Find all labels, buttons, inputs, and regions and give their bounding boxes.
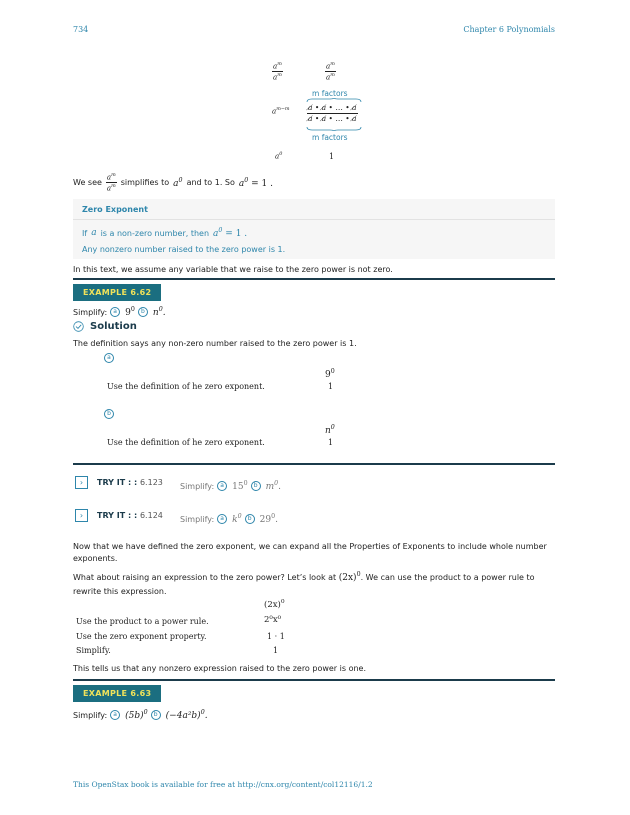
example-6-62-header [73, 278, 555, 299]
conclusion-text: This tells us that any nonzero expression raised to the zero power is one. [73, 664, 367, 673]
solution-part-b-marker: b [104, 409, 114, 419]
example-6-63-prompt: Simplify: a $(5b)^0$ b $(-4a^2b)^0$. [73, 709, 208, 721]
part-b-marker: b [138, 307, 148, 317]
part-a-marker: a [110, 307, 120, 317]
try-1-part-a-marker: a [217, 481, 227, 491]
part-b-expr: $n^0$ [325, 424, 335, 436]
step-row-2-label: Use the zero exponent property. [76, 632, 207, 641]
derivation-row2-fraction: $\frac{a̸ • a̸ • \dots • a̸}{a̸ • a̸ • \dots • a̸}$ [308, 103, 357, 123]
solution-part-a-marker: a [104, 353, 114, 363]
derivation-row3-right: 1 [329, 152, 335, 161]
example-6-62-prompt: Simplify: a $9^0$ b $n^0$. [73, 306, 166, 318]
example-6-63-tag: EXAMPLE 6.63 [73, 685, 161, 702]
derivation-row1-left: $\frac{a^m}{a^m}$ [273, 61, 282, 82]
part-a-expr: $9^0$ [325, 368, 335, 380]
zero-exponent-title: Zero Exponent [82, 205, 148, 214]
zero-exponent-line2: Any nonzero number raised to the zero power is 1. [82, 245, 286, 254]
step-row-3-result: 1 [273, 646, 279, 655]
part-a-result: 1 [328, 382, 334, 391]
step-row-1-result: 2⁰x⁰ [264, 615, 282, 625]
chapter-title: Chapter 6 Polynomials [463, 25, 555, 34]
example-6-62-tag: EXAMPLE 6.62 [73, 284, 161, 301]
solution-heading: Solution [73, 321, 137, 332]
definition-text: The definition says any non-zero number raised to the zero power is 1. [73, 339, 357, 348]
try-it-6-124-expand-button[interactable]: › [75, 509, 88, 522]
footer-text: This OpenStax book is available for free at http://cnx.org/content/col12116/1.2 [73, 780, 373, 789]
derivation-row1-right: $\frac{a^m}{a^m}$ [326, 61, 335, 82]
try-it-6-123-expand-button[interactable]: › [75, 476, 88, 489]
example-6-62-end-rule [73, 463, 555, 465]
derivation-row3-left: $a^0$ [275, 151, 283, 161]
step-row-3-label: Simplify. [76, 646, 111, 655]
steps-top-expr: $(2x)^0$ [264, 598, 285, 610]
try-it-6-124-label: TRY IT : : 6.124 [97, 511, 163, 520]
try-2-part-a-marker: a [217, 514, 227, 524]
part-a-step: Use the definition of he zero exponent. [107, 382, 265, 391]
try-it-6-123-label: TRY IT : : 6.123 [97, 478, 163, 487]
step-row-2-result: 1 · 1 [267, 632, 285, 641]
assume-text: In this text, we assume any variable that we raise to the zero power is not zero. [73, 265, 393, 274]
try-1-part-b-marker: b [251, 481, 261, 491]
try-it-6-123-prompt: Simplify: a $15^0$ b $m^0$. [180, 480, 282, 492]
paragraph-2: What about raising an expression to the zero power? Let’s look at $(2x)^0$. We can use the product to a power rule to rewrite this expression. [73, 571, 535, 596]
check-circle-icon [73, 321, 84, 332]
m-factors-top-label: m factors [312, 89, 348, 98]
paragraph-1: Now that we have defined the zero exponent, we can expand all the Properties of Exponents to include whole number exponents. [73, 542, 547, 563]
ex63-part-b-marker: b [151, 710, 161, 720]
page-number: 734 [73, 25, 89, 34]
part-b-step: Use the definition of he zero exponent. [107, 438, 265, 447]
try-2-part-b-marker: b [245, 514, 255, 524]
m-factors-bottom-label: m factors [312, 133, 348, 142]
step-row-1-label: Use the product to a power rule. [76, 617, 209, 626]
zero-exponent-box [73, 199, 555, 259]
try-it-6-124-prompt: Simplify: a $k^0$ b $29^0$. [180, 513, 278, 525]
example-6-63-header [73, 679, 555, 700]
part-b-result: 1 [328, 438, 334, 447]
derivation-row2-left: $a^{m-m}$ [272, 106, 290, 116]
bottom-brace [306, 126, 362, 131]
ex63-part-a-marker: a [110, 710, 120, 720]
we-see-line: We see $\frac{a^m}{a^m}$ simplifies to $a^0$ and to 1. So $a^0 = 1$ . [73, 172, 273, 193]
zero-exponent-line1: If a is a non-zero number, then $a^0 = 1$ . [82, 227, 248, 239]
